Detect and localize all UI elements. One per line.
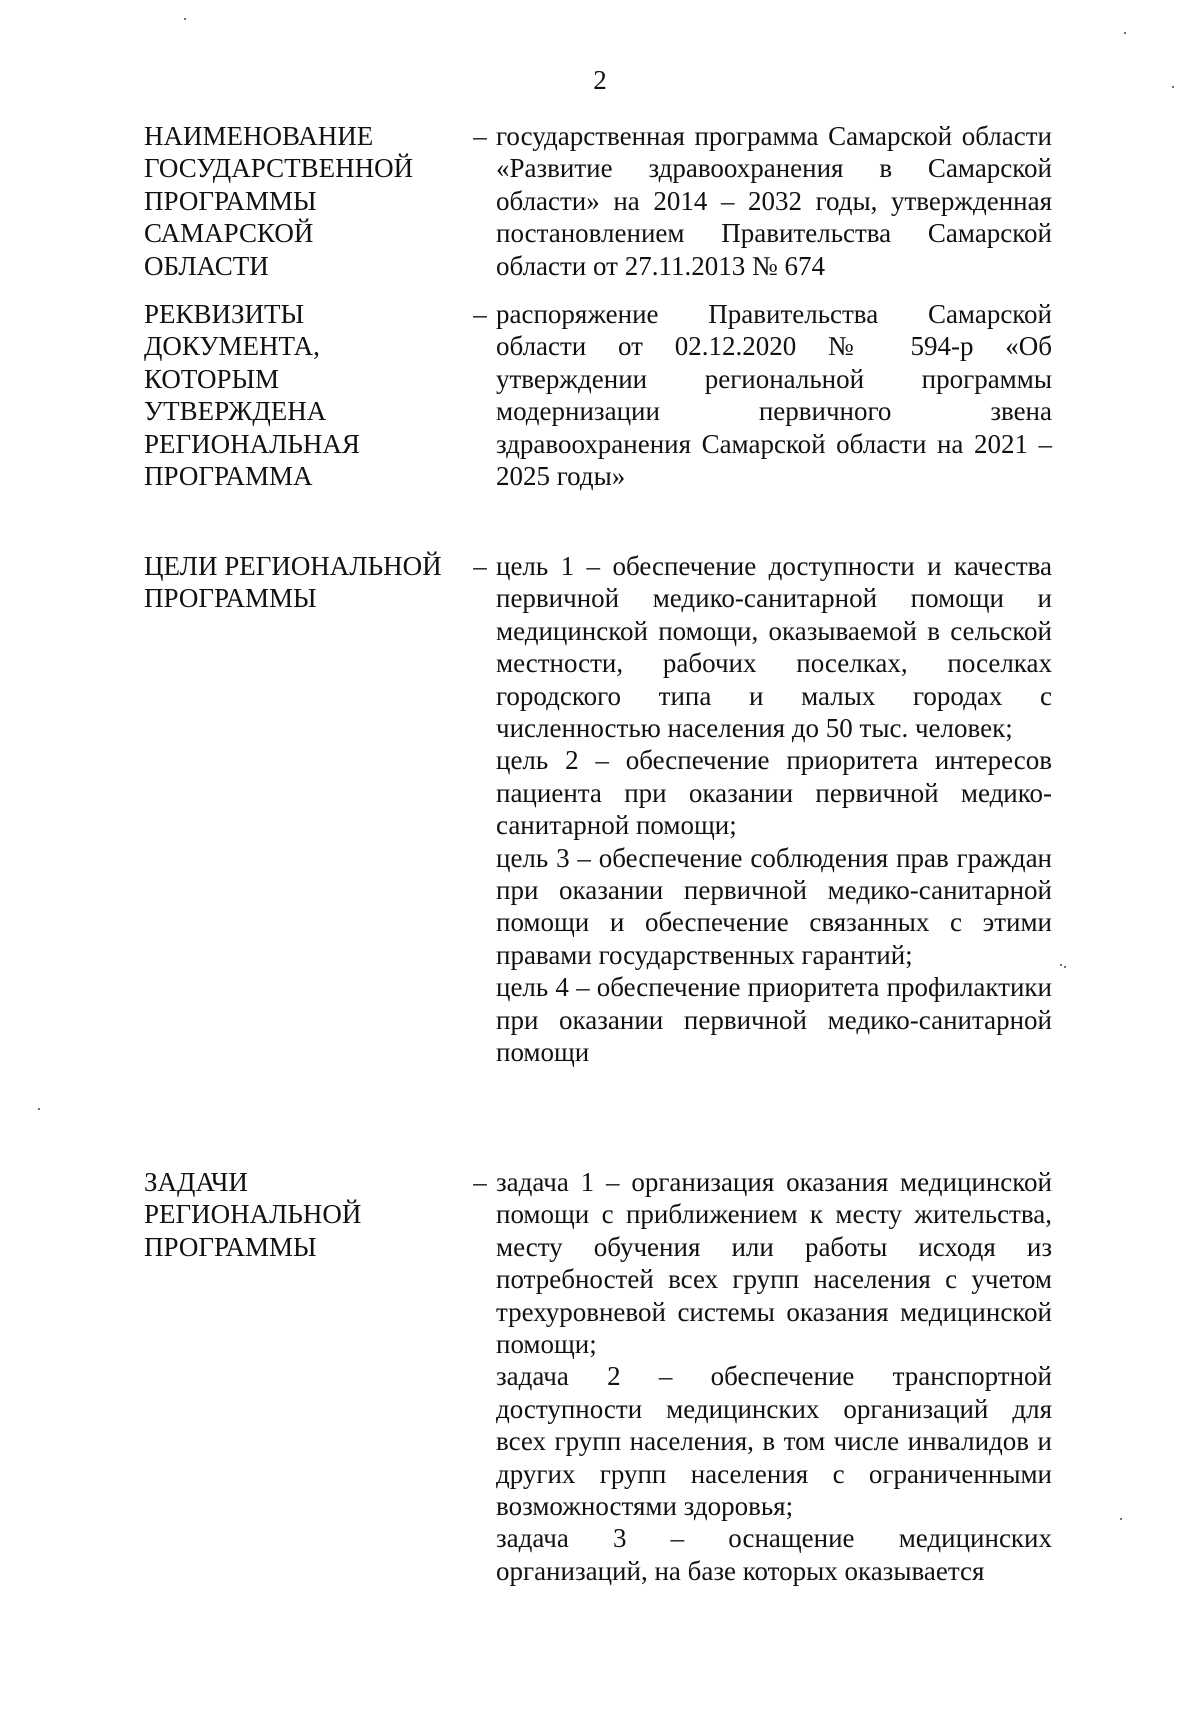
program-goals-label bbox=[144, 550, 464, 615]
program-tasks-label bbox=[144, 1166, 464, 1263]
goal-item: цель 3 – обеспечение соблюдения прав граждан при оказании первичной медико-санитарной помощи и обеспечение связанных с этими правами государственных гарантий; bbox=[496, 842, 1052, 970]
label-line: ЦЕЛИ РЕГИОНАЛЬНОЙ bbox=[144, 551, 442, 581]
separator-dash: – bbox=[473, 121, 487, 151]
program-goals-section bbox=[144, 550, 1054, 1130]
label-line: ПРОГРАММЫ bbox=[144, 1231, 317, 1262]
goal-item: цель 1 – обеспечение доступности и качества первичной медико-санитарной помощи и медицинской помощи, оказываемой в сельской местности, рабочих поселках, поселках городского типа и малых городах с численностью населения до 50 тыс. человек; bbox=[496, 551, 1052, 744]
label-line: ПРОГРАММЫ bbox=[144, 185, 317, 216]
program-name-label bbox=[144, 120, 464, 282]
label-line: РЕГИОНАЛЬНОЙ bbox=[144, 1199, 362, 1230]
program-goals-value bbox=[496, 550, 1052, 1069]
scan-speck bbox=[1172, 86, 1174, 88]
label-line: НАИМЕНОВАНИЕ bbox=[144, 121, 374, 151]
label-line: РЕГИОНАЛЬНАЯ bbox=[144, 428, 360, 459]
scan-speck bbox=[1124, 32, 1126, 34]
separator-dash: – bbox=[473, 1167, 487, 1197]
label-line: ДОКУМЕНТА, bbox=[144, 331, 320, 362]
label-line: КОТОРЫМ bbox=[144, 363, 280, 394]
program-name-value bbox=[496, 120, 1052, 282]
separator-dash: – bbox=[473, 551, 487, 581]
scan-speck bbox=[1120, 1518, 1122, 1520]
task-item: задача 2 – обеспечение транспортной доступности медицинских организаций для всех групп населения, в том числе инвалидов и других групп населения с ограниченными возможностями здоровья; bbox=[496, 1361, 1052, 1522]
label-line: ЗАДАЧИ bbox=[144, 1167, 248, 1197]
separator-dash: – bbox=[473, 299, 487, 329]
label-line: ПРОГРАММЫ bbox=[144, 583, 317, 614]
document-requisites-section bbox=[144, 298, 1054, 498]
scan-speck bbox=[1060, 964, 1062, 966]
label-line: УТВЕРЖДЕНА bbox=[144, 396, 327, 427]
scan-speck bbox=[184, 18, 186, 20]
scan-speck bbox=[38, 1108, 40, 1110]
goal-item: цель 2 – обеспечение приоритета интересов пациента при оказании первичной медико-санитарной помощи; bbox=[496, 745, 1052, 841]
label-line: ОБЛАСТИ bbox=[144, 250, 269, 281]
paragraph: государственная программа Самарской области «Развитие здравоохранения в Самарской области» на 2014 – 2032 годы, утвержденная постановлением Правительства Самарской области от 27.11.2013 № 674 bbox=[496, 121, 1052, 281]
label-line: ПРОГРАММА bbox=[144, 461, 313, 492]
label-line: САМАРСКОЙ bbox=[144, 218, 314, 249]
page-number: 2 bbox=[593, 65, 607, 95]
task-item: задача 1 – организация оказания медицинской помощи с приближением к месту жительства, месту обучения или работы исходя из потребностей всех групп населения с учетом трехуровневой системы оказания медицинской помощи; bbox=[496, 1167, 1052, 1360]
program-tasks-value bbox=[496, 1166, 1052, 1587]
goal-item: цель 4 – обеспечение приоритета профилактики при оказании первичной медико-санитарной помощи bbox=[496, 972, 1052, 1068]
label-line: ГОСУДАРСТВЕННОЙ bbox=[144, 153, 414, 184]
paragraph: распоряжение Правительства Самарской области от 02.12.2020 № 594-р «Об утверждении региональной программы модернизации первичного звена здравоохранения Самарской области на 2021 – 2025 годы» bbox=[496, 299, 1052, 492]
document-requisites-label bbox=[144, 298, 464, 492]
program-name-section bbox=[144, 120, 1054, 290]
scan-speck bbox=[1064, 966, 1066, 968]
task-item: задача 3 – оснащение медицинских организаций, на базе которых оказывается bbox=[496, 1523, 1052, 1586]
program-tasks-section bbox=[144, 1166, 1054, 1686]
label-line: РЕКВИЗИТЫ bbox=[144, 299, 305, 329]
document-requisites-value bbox=[496, 298, 1052, 492]
